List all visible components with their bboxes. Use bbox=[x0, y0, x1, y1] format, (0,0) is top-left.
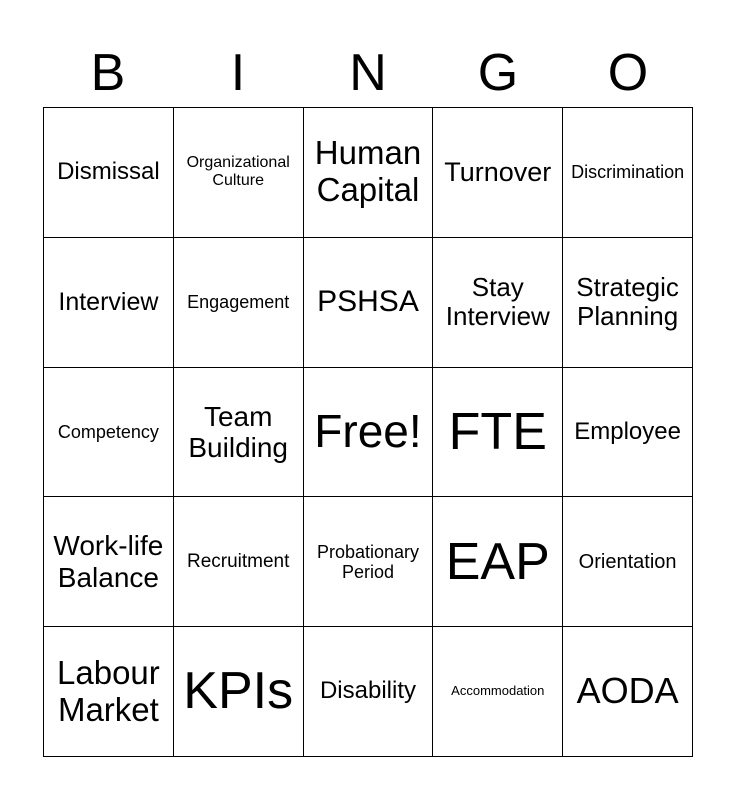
bingo-card-grid bbox=[43, 107, 693, 757]
cell-text: KPIs bbox=[183, 662, 294, 721]
bingo-cell[interactable] bbox=[304, 627, 434, 757]
cell-text: Probationary Period bbox=[316, 541, 420, 582]
header-letter-o: O bbox=[607, 44, 649, 102]
bingo-cell[interactable] bbox=[304, 108, 434, 238]
bingo-cell[interactable] bbox=[433, 627, 563, 757]
bingo-cell[interactable] bbox=[563, 238, 693, 368]
cell-text: FTE bbox=[448, 402, 547, 461]
cell-text: Dismissal bbox=[57, 157, 160, 185]
cell-text: Team Building bbox=[188, 400, 289, 463]
cell-text: EAP bbox=[445, 532, 550, 591]
bingo-cell[interactable] bbox=[174, 497, 304, 627]
bingo-cell[interactable] bbox=[563, 497, 693, 627]
header-letter-i: I bbox=[230, 44, 246, 102]
header-letter-g: G bbox=[477, 44, 519, 102]
cell-text: Work-life Balance bbox=[53, 530, 164, 593]
cell-text: Free! bbox=[314, 405, 422, 458]
bingo-cell[interactable] bbox=[433, 497, 563, 627]
cell-text: Engagement bbox=[187, 292, 290, 313]
bingo-cell[interactable] bbox=[563, 108, 693, 238]
cell-text: Orientation bbox=[578, 550, 677, 573]
bingo-cell[interactable] bbox=[433, 368, 563, 498]
bingo-cell[interactable] bbox=[563, 368, 693, 498]
cell-text: Human Capital bbox=[314, 134, 422, 209]
cell-text: Organizational Culture bbox=[186, 154, 290, 190]
bingo-cell[interactable] bbox=[44, 627, 174, 757]
cell-text: PSHSA bbox=[317, 285, 419, 319]
cell-text: Disability bbox=[319, 677, 416, 705]
cell-text: AODA bbox=[576, 670, 679, 712]
bingo-cell[interactable] bbox=[304, 497, 434, 627]
bingo-cell[interactable] bbox=[44, 368, 174, 498]
bingo-cell[interactable] bbox=[433, 238, 563, 368]
bingo-cell[interactable] bbox=[174, 627, 304, 757]
cell-text: Stay Interview bbox=[445, 272, 550, 332]
cell-text: Employee bbox=[574, 417, 681, 445]
bingo-cell[interactable] bbox=[433, 108, 563, 238]
bingo-cell[interactable] bbox=[174, 238, 304, 368]
bingo-cell[interactable] bbox=[44, 497, 174, 627]
cell-text: Turnover bbox=[444, 157, 552, 188]
free-space-cell[interactable] bbox=[304, 368, 434, 498]
header-letter-b: B bbox=[90, 44, 126, 102]
cell-text: Labour Market bbox=[57, 653, 160, 728]
bingo-header bbox=[43, 42, 693, 104]
cell-text: Recruitment bbox=[186, 551, 290, 573]
bingo-cell[interactable] bbox=[563, 627, 693, 757]
cell-text: Strategic Planning bbox=[576, 272, 679, 332]
cell-text: Competency bbox=[57, 421, 159, 442]
cell-text: Accommodation bbox=[451, 683, 545, 699]
bingo-cell[interactable] bbox=[304, 238, 434, 368]
bingo-cell[interactable] bbox=[44, 238, 174, 368]
bingo-cell[interactable] bbox=[44, 108, 174, 238]
bingo-cell[interactable] bbox=[174, 108, 304, 238]
cell-text: Discrimination bbox=[571, 162, 685, 183]
bingo-cell[interactable] bbox=[174, 368, 304, 498]
header-letter-n: N bbox=[349, 44, 387, 102]
cell-text: Interview bbox=[58, 288, 159, 317]
